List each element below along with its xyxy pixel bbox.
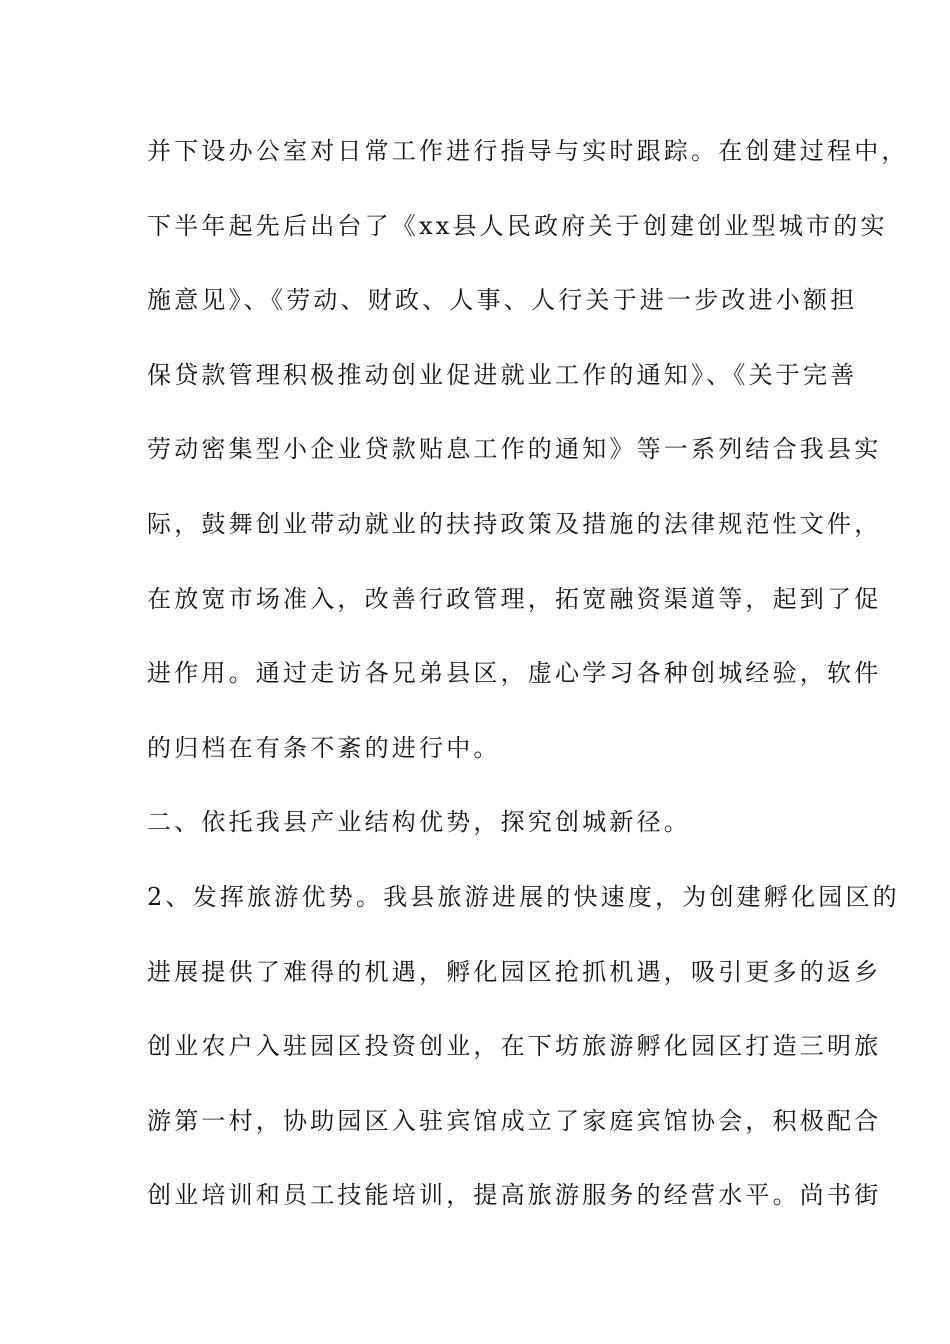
text-line: 施意见》、《劳动、财政、人事、人行关于进一步改进小额担 bbox=[147, 286, 858, 315]
text-line: 的归档在有条不紊的进行中。 bbox=[147, 733, 501, 762]
document-body bbox=[147, 126, 909, 1245]
text-line: 劳动密集型小企业贷款贴息工作的通知》等一系列结合我县实 bbox=[147, 435, 882, 464]
text-line: 在放宽市场准入，改善行政管理，拓宽融资渠道等，起到了促 bbox=[147, 584, 882, 613]
text-line: 2、发挥旅游优势。我县旅游进展的快速度，为创建孵化园区的 bbox=[147, 882, 900, 911]
text-line: 际，鼓舞创业带动就业的扶持政策及措施的法律规范性文件， bbox=[147, 509, 882, 538]
text-line: 创业培训和员工技能培训，提高旅游服务的经营水平。尚书街 bbox=[147, 1181, 882, 1210]
text-line: 并下设办公室对日常工作进行指导与实时跟踪。在创建过程中， bbox=[147, 137, 909, 165]
text-line: 游第一村，协助园区入驻宾馆成立了家庭宾馆协会，积极配合 bbox=[147, 1106, 882, 1135]
text-line: 创业农户入驻园区投资创业，在下坊旅游孵化园区打造三明旅 bbox=[147, 1032, 882, 1061]
text-line: 进展提供了难得的机遇，孵化园区抢抓机遇，吸引更多的返乡 bbox=[147, 957, 882, 986]
section-heading: 二、依托我县产业结构优势，探究创城新径。 bbox=[147, 808, 691, 837]
text-line: 保贷款管理积极推动创业促进就业工作的通知》、《关于完善 bbox=[147, 360, 858, 389]
text-line: 下半年起先后出台了《xx县人民政府关于创建创业型城市的实 bbox=[147, 211, 888, 240]
text-line: 进作用。通过走访各兄弟县区，虚心学习各种创城经验，软件 bbox=[147, 659, 882, 688]
